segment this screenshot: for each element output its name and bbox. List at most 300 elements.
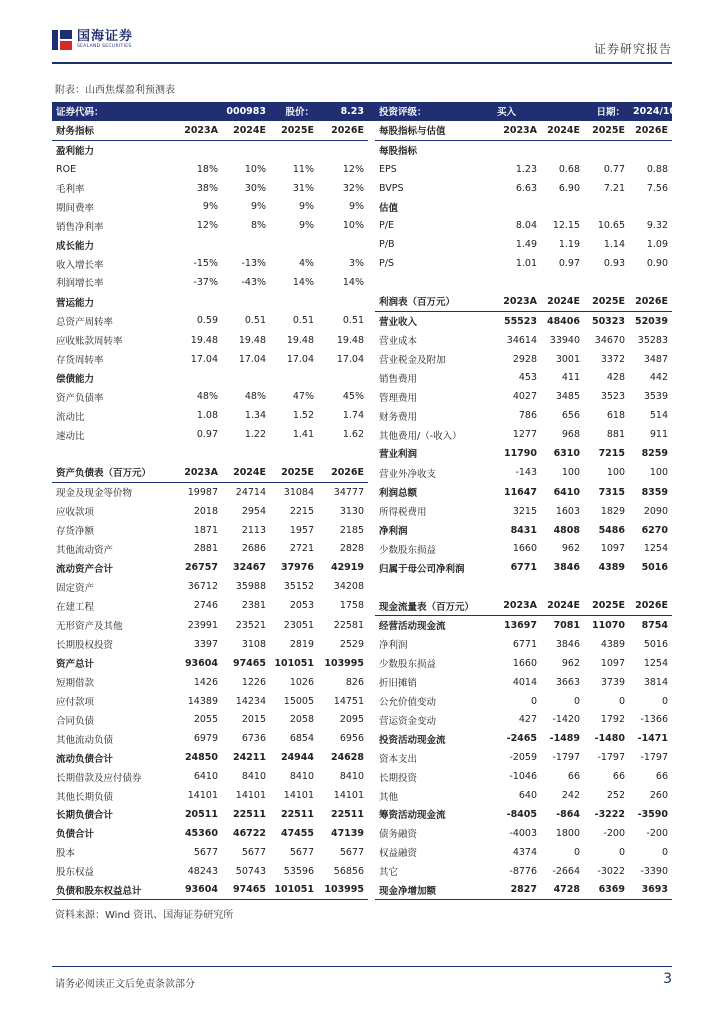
right-cell: 33940 — [549, 334, 581, 346]
right-cell: 2026E — [629, 596, 672, 615]
left-cell — [318, 368, 368, 387]
right-row-label: 资本支出 — [379, 753, 418, 765]
left-cell: 2058 — [289, 714, 315, 726]
table-row — [52, 711, 672, 730]
table-row — [52, 140, 672, 159]
column-gap — [368, 235, 375, 254]
left-cell: 2113 — [241, 524, 267, 536]
left-cell: -43% — [241, 276, 267, 288]
right-cell — [584, 273, 629, 292]
right-cell: 2025E — [584, 121, 629, 140]
left-cell: 5677 — [289, 846, 315, 858]
left-cell: 2024E — [222, 121, 270, 140]
right-cell: 100 — [649, 467, 669, 479]
column-gap — [368, 843, 375, 862]
right-cell: 260 — [649, 790, 669, 801]
column-gap — [368, 596, 375, 615]
right-cell: 100 — [606, 467, 626, 479]
left-cell: 20511 — [184, 808, 218, 820]
left-row-label: 资产负债表（百万元） — [52, 463, 170, 482]
column-gap — [368, 673, 375, 692]
right-cell: 35283 — [637, 334, 669, 346]
left-cell: 34777 — [333, 486, 365, 498]
right-cell: 1.09 — [646, 239, 669, 251]
right-row-label: 折旧摊销 — [379, 678, 418, 690]
right-cell — [584, 577, 629, 596]
left-row-label: 应收账款周转率 — [56, 336, 123, 348]
right-cell: 11790 — [503, 447, 538, 459]
column-gap — [368, 368, 375, 387]
left-cell: 19.48 — [286, 334, 315, 346]
right-cell: 0.88 — [646, 163, 669, 175]
column-gap — [368, 292, 375, 311]
left-cell: 11% — [292, 163, 315, 175]
column-gap — [368, 331, 375, 350]
left-cell — [318, 444, 368, 463]
left-row-label: 其他流动负债 — [56, 734, 114, 746]
left-row-label: 流动资产合计 — [56, 563, 114, 575]
left-row-label: 其他长期负债 — [56, 791, 114, 803]
left-cell: 826 — [345, 676, 365, 688]
column-gap — [368, 463, 375, 482]
right-row-label: 管理费用 — [379, 392, 418, 404]
right-cell: -200 — [646, 827, 669, 839]
right-cell: 2827 — [493, 881, 541, 900]
left-cell — [270, 444, 318, 463]
table-row — [52, 862, 672, 881]
left-cell: 1026 — [289, 676, 315, 688]
right-cell: 3663 — [555, 676, 581, 688]
column-gap — [368, 881, 375, 900]
left-cell: 1426 — [193, 676, 218, 688]
rating-label: 投资评级： — [375, 102, 493, 121]
right-row-label: 营业税金及附加 — [379, 355, 446, 367]
summary-bar — [52, 102, 672, 121]
left-cell: 23051 — [283, 619, 315, 631]
right-cell: 442 — [649, 372, 669, 384]
right-cell: 2024E — [541, 292, 584, 311]
right-cell: 4389 — [598, 562, 626, 574]
source-note: 资料来源：Wind 资讯、国海证券研究所 — [55, 910, 234, 921]
right-cell: -3590 — [637, 808, 669, 820]
right-cell: 2026E — [629, 121, 672, 140]
right-cell: -2664 — [552, 865, 581, 877]
right-cell: 4728 — [541, 881, 584, 900]
right-cell: 8259 — [641, 447, 669, 459]
table-row — [52, 577, 672, 596]
right-cell — [629, 273, 672, 292]
left-cell — [170, 292, 222, 311]
right-cell: -8405 — [506, 808, 538, 820]
column-gap — [368, 711, 375, 730]
left-cell: 17.04 — [190, 353, 218, 365]
right-cell: 0.77 — [603, 163, 626, 175]
right-cell: 1254 — [643, 543, 669, 555]
left-cell: 101051 — [270, 881, 318, 900]
right-cell: 13697 — [503, 619, 538, 631]
right-row-label: 其他费用/（-收入） — [379, 430, 462, 442]
left-cell: 6736 — [241, 733, 267, 745]
left-row-label: 销售净利率 — [56, 221, 104, 233]
left-cell: 10% — [342, 220, 365, 232]
left-cell: 0.59 — [196, 315, 218, 327]
left-cell: 14% — [342, 276, 365, 288]
right-cell: 50323 — [591, 315, 626, 327]
left-cell: 36712 — [187, 581, 218, 593]
table-row — [52, 331, 672, 350]
right-cell: 8359 — [641, 486, 669, 498]
right-cell: 3814 — [643, 676, 669, 688]
left-cell: 17.04 — [286, 353, 315, 365]
right-cell — [493, 577, 541, 596]
column-gap — [368, 767, 375, 786]
right-row-label: 经营活动现金流 — [379, 621, 446, 633]
left-cell — [222, 140, 270, 159]
column-gap — [368, 521, 375, 540]
left-cell: 31084 — [283, 486, 315, 498]
right-row-label: 权益融资 — [379, 848, 418, 860]
right-cell: 3523 — [600, 391, 626, 403]
right-cell: 5486 — [598, 524, 626, 536]
column-gap — [368, 539, 375, 558]
left-cell: 22511 — [280, 808, 315, 820]
left-cell: 14% — [292, 276, 315, 288]
left-cell: 2215 — [289, 505, 315, 517]
right-cell: 0.90 — [646, 258, 669, 270]
column-gap — [368, 805, 375, 824]
page-header — [52, 26, 672, 64]
left-cell: 2018 — [193, 505, 218, 517]
right-cell: 48406 — [546, 315, 581, 327]
right-cell: -864 — [556, 808, 581, 820]
left-cell: 38% — [196, 182, 218, 194]
right-cell: 656 — [561, 410, 581, 422]
left-cell: 0.51 — [244, 315, 267, 327]
left-cell: 31% — [292, 182, 315, 194]
right-row-label: 债务融资 — [379, 829, 418, 841]
left-cell: 18% — [196, 163, 218, 175]
column-gap — [368, 786, 375, 805]
table-row — [52, 179, 672, 198]
left-cell: 14389 — [187, 695, 218, 707]
left-cell: 10% — [244, 163, 267, 175]
right-cell: 4027 — [512, 391, 538, 403]
left-cell: 6979 — [193, 733, 218, 745]
table-row — [52, 673, 672, 692]
right-cell: 514 — [649, 410, 669, 422]
right-cell: 8754 — [641, 619, 669, 631]
left-cell: 8410 — [241, 771, 267, 783]
table-caption: 附表：山西焦煤盈利预测表 — [55, 85, 175, 96]
left-cell: 2095 — [339, 714, 365, 726]
right-row-label: 利润表（百万元） — [375, 292, 493, 311]
footer-divider — [52, 966, 672, 967]
right-row-label: 销售费用 — [379, 373, 418, 385]
left-cell: 2954 — [241, 505, 267, 517]
right-row-label: P/E — [379, 220, 394, 232]
right-cell: 66 — [612, 771, 626, 783]
right-cell: 3846 — [555, 638, 581, 650]
left-cell: 50743 — [235, 865, 267, 877]
right-cell: 427 — [518, 714, 538, 726]
left-cell: 3% — [348, 258, 365, 270]
right-row-label: 净利润 — [379, 640, 408, 652]
left-cell: 3397 — [193, 638, 218, 650]
table-row — [52, 635, 672, 654]
right-cell: 12.15 — [552, 220, 581, 232]
left-cell: 2881 — [193, 543, 218, 555]
column-gap — [368, 862, 375, 881]
left-row-label: 应付款项 — [56, 697, 95, 709]
right-cell: 0 — [573, 695, 581, 707]
right-cell: 6410 — [553, 486, 581, 498]
left-cell — [222, 444, 270, 463]
column-gap — [368, 482, 375, 501]
left-cell — [318, 140, 368, 159]
right-cell: 7081 — [553, 619, 581, 631]
right-cell: 34670 — [594, 334, 626, 346]
right-row-label: 营业利润 — [379, 449, 418, 461]
right-cell: 8431 — [510, 524, 538, 536]
left-row-label: 现金及现金等价物 — [56, 488, 133, 500]
right-cell — [541, 273, 584, 292]
right-cell: -1366 — [640, 714, 669, 726]
left-cell: -37% — [193, 276, 218, 288]
column-gap — [368, 824, 375, 843]
right-cell: 1.19 — [558, 239, 581, 251]
right-cell: 9.32 — [646, 220, 669, 232]
right-row-label: 估值 — [379, 202, 399, 214]
right-cell: -3022 — [597, 865, 626, 877]
right-cell: 640 — [518, 790, 538, 801]
right-row-label: 所得税费用 — [379, 507, 427, 519]
table-row — [52, 350, 672, 369]
table-row — [52, 729, 672, 748]
left-row-label: 盈利能力 — [56, 146, 95, 158]
right-row-label: 财务费用 — [379, 411, 418, 423]
right-cell: 1660 — [512, 543, 538, 555]
column-gap — [368, 197, 375, 216]
table-row — [52, 387, 672, 406]
left-cell: 12% — [196, 220, 218, 232]
right-cell: 1097 — [600, 543, 626, 555]
rating-value: 买入 — [493, 102, 541, 121]
table-row — [52, 692, 672, 711]
right-cell: -1489 — [549, 733, 581, 745]
left-cell: 0.51 — [292, 315, 315, 327]
left-cell — [270, 140, 318, 159]
table-row — [52, 596, 672, 615]
left-row-label: 流动比 — [56, 411, 85, 423]
left-cell: 22511 — [330, 808, 365, 820]
left-row-label: 期间费率 — [56, 202, 95, 214]
left-cell: 48243 — [187, 865, 218, 877]
column-gap — [368, 387, 375, 406]
left-row-label: 利润增长率 — [56, 278, 104, 290]
left-cell: 8410 — [339, 771, 365, 783]
right-cell: 0 — [618, 846, 626, 858]
right-row-label: 长期投资 — [379, 772, 418, 784]
right-cell: 0 — [661, 846, 669, 858]
right-cell: 618 — [606, 410, 626, 422]
right-cell: 4389 — [600, 638, 626, 650]
left-cell: 2721 — [289, 543, 315, 555]
price-label: 股价： — [270, 102, 318, 121]
right-cell — [541, 140, 584, 159]
right-cell: 11070 — [591, 619, 626, 631]
left-cell: 2055 — [193, 714, 218, 726]
left-row-label: 偿债能力 — [56, 373, 95, 385]
right-cell: 411 — [561, 372, 581, 384]
right-cell: 2023A — [493, 121, 541, 140]
left-row-label: 成长能力 — [56, 240, 95, 252]
table-row — [52, 539, 672, 558]
right-cell: 0 — [530, 695, 538, 707]
left-row-label: 营运能力 — [56, 297, 95, 309]
right-cell: -2059 — [509, 752, 538, 764]
left-cell: 47139 — [330, 827, 365, 839]
right-cell: 5016 — [643, 638, 669, 650]
left-cell: 0.51 — [342, 315, 365, 327]
left-row-label: 长期借款及应付债券 — [56, 772, 142, 784]
left-cell: 2023A — [170, 121, 222, 140]
table-row — [52, 502, 672, 521]
left-cell: 35152 — [283, 581, 315, 593]
right-cell: 66 — [567, 771, 581, 783]
table-row — [52, 311, 672, 330]
right-cell: 2928 — [512, 353, 538, 365]
left-cell: 5677 — [193, 846, 218, 858]
right-cell — [629, 140, 672, 159]
left-cell: 32467 — [232, 562, 267, 574]
right-cell — [584, 197, 629, 216]
left-cell: 2026E — [318, 121, 368, 140]
right-cell: 4808 — [553, 524, 581, 536]
right-cell: -1046 — [509, 771, 538, 783]
right-cell: -4003 — [509, 827, 538, 839]
right-row-label: 归属于母公司净利润 — [379, 563, 465, 575]
left-row-label: 长期负债合计 — [56, 810, 114, 822]
left-cell: 6410 — [193, 771, 218, 783]
column-gap — [368, 254, 375, 273]
right-cell: -200 — [603, 827, 626, 839]
right-cell — [493, 197, 541, 216]
right-cell: 881 — [606, 429, 626, 441]
right-cell: 1254 — [643, 657, 669, 669]
right-cell: 7.21 — [603, 182, 626, 194]
table-row — [52, 843, 672, 862]
column-gap — [368, 311, 375, 330]
right-row-label: 营业外净收支 — [379, 468, 437, 480]
left-cell: 97465 — [232, 657, 267, 669]
left-row-label: 总资产周转率 — [56, 316, 114, 328]
right-row-label: EPS — [379, 163, 397, 175]
left-cell: 15005 — [283, 695, 315, 707]
right-cell: 1829 — [600, 505, 626, 517]
forecast-table — [52, 102, 693, 900]
right-cell: 6771 — [512, 638, 538, 650]
left-row-label: 收入增长率 — [56, 259, 104, 271]
left-row-label: 资产负债率 — [56, 392, 104, 404]
right-cell: 911 — [649, 429, 669, 441]
table-row — [52, 406, 672, 425]
logo-text-en: SEALAND SECURITIES — [77, 44, 132, 49]
left-cell: 30% — [244, 182, 267, 194]
right-cell: -1797 — [552, 752, 581, 764]
column-gap — [368, 635, 375, 654]
left-cell: 23991 — [187, 619, 218, 631]
left-cell: 2023A — [170, 463, 222, 482]
left-row-label: 存货净额 — [56, 526, 95, 538]
right-cell: 1.49 — [515, 239, 538, 251]
left-cell: 24211 — [232, 752, 267, 764]
left-cell: -15% — [193, 258, 218, 270]
right-row-label: P/B — [379, 239, 395, 251]
left-row-label: 速动比 — [56, 430, 85, 442]
column-gap — [368, 216, 375, 235]
right-cell: 1.01 — [515, 258, 538, 270]
left-cell: 9% — [348, 201, 365, 213]
right-cell: -3390 — [640, 865, 669, 877]
stock-code-label: 证券代码： — [52, 102, 170, 121]
right-row-label: 每股指标 — [379, 146, 418, 158]
left-cell: 14101 — [235, 790, 267, 801]
right-cell — [629, 197, 672, 216]
left-cell: 97465 — [222, 881, 270, 900]
right-cell: 55523 — [503, 315, 538, 327]
left-cell: 34208 — [333, 581, 365, 593]
left-cell: 42919 — [330, 562, 365, 574]
left-cell: 47455 — [280, 827, 315, 839]
column-gap — [368, 121, 375, 140]
left-cell: 103995 — [318, 881, 368, 900]
left-cell — [170, 140, 222, 159]
column-gap — [368, 350, 375, 369]
right-cell: 4374 — [512, 846, 538, 858]
column-gap — [368, 502, 375, 521]
left-cell: 2828 — [339, 543, 365, 555]
right-row-label: 营业成本 — [379, 336, 418, 348]
left-cell: 14101 — [187, 790, 218, 801]
table-row — [52, 824, 672, 843]
left-cell: 46722 — [232, 827, 267, 839]
left-cell: 19.48 — [238, 334, 267, 346]
right-cell: 0.97 — [558, 258, 581, 270]
right-cell: -1480 — [594, 733, 626, 745]
column-gap — [368, 273, 375, 292]
left-cell: 24714 — [235, 486, 267, 498]
left-cell: 19987 — [187, 486, 218, 498]
left-cell: 24850 — [184, 752, 218, 764]
table-row — [52, 216, 672, 235]
left-cell: 2024E — [222, 463, 270, 482]
right-cell: 2025E — [584, 596, 629, 615]
table-row — [52, 197, 672, 216]
right-cell: 3001 — [555, 353, 581, 365]
date-label: 日期： — [584, 102, 629, 121]
left-cell: 9% — [298, 201, 315, 213]
left-row-label: 固定资产 — [56, 582, 95, 594]
left-cell: 2025E — [270, 121, 318, 140]
right-cell: 7315 — [598, 486, 626, 498]
table-row — [52, 558, 672, 577]
left-cell: 32% — [342, 182, 365, 194]
left-cell: 17.04 — [238, 353, 267, 365]
table-row — [52, 654, 672, 673]
right-row-label: 筹资活动现金流 — [379, 810, 446, 822]
right-cell: 6.63 — [515, 182, 538, 194]
right-cell: -2465 — [506, 733, 538, 745]
